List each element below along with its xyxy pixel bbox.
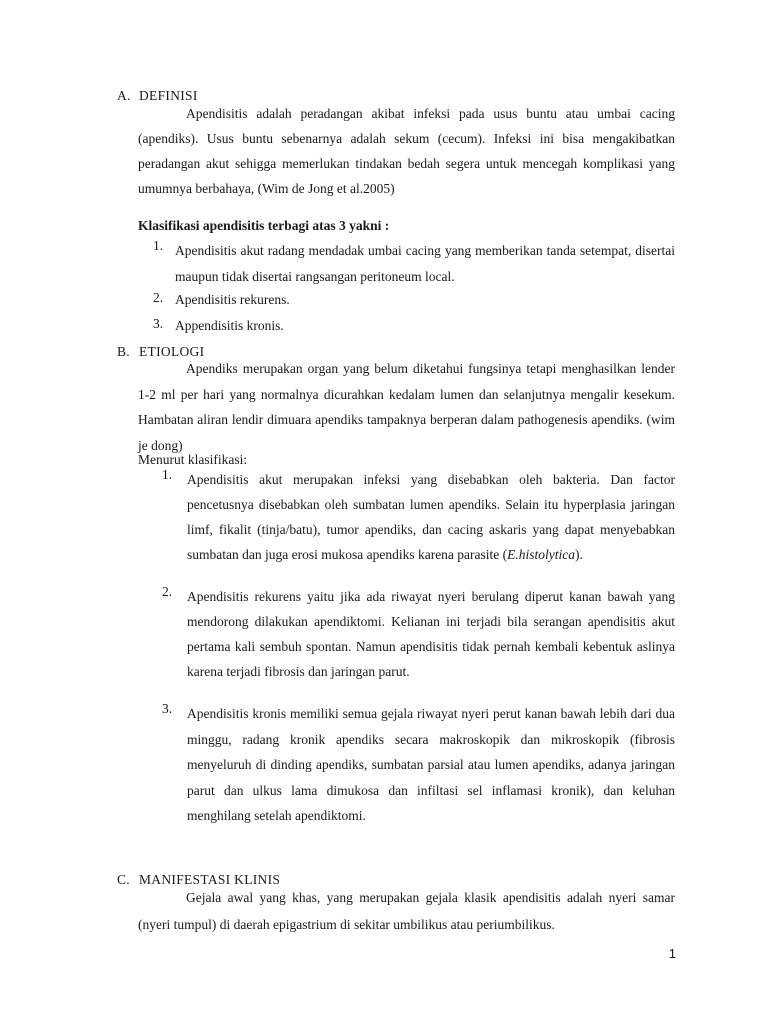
section-b-list-item-3: 3. Apendisitis kronis memiliki semua gejala riwayat nyeri perut kanan bawah lebih dari dua minggu, radang kronik apendiks secara makroskopik dan mikroskopik (fibrosis menyeluruh di dinding apendiks, sumbatan parsial atau lumen apendiks, adanya jaringan parut dan ulkus lama dimukosa dan infiltasi sel inflamasi kronik), dan keluhan menghilang setelah apendiktomi. (162, 701, 675, 823)
section-b-list-item-2: 2. Apendisitis rekurens yaitu jika ada riwayat nyeri berulang diperut kanan bawah yang mendorong dilakukan apendiktomi. Kelianan ini terjadi bila serangan apendisitis akut pertama kali sembuh spontan. Namun apendisitis tidak pernah kembali kebentuk aslinya karena terjadi fibrosis dan jaringan parut. (162, 584, 675, 679)
section-c-paragraph: Gejala awal yang khas, yang merupakan gejala klasik apendisitis adalah nyeri samar (nyeri tumpul) di daerah epigastrium di sekitar umbilikus atau periumbilikus. (138, 890, 675, 932)
section-a-list-item-2: 2. Apendisitis rekurens. (153, 290, 290, 307)
section-c-letter: C. (117, 872, 130, 887)
section-b-letter: B. (117, 344, 130, 359)
section-a-title: DEFINISI (139, 88, 198, 103)
italic-organism-name: E.histolytica (507, 547, 576, 562)
section-a-list-item-3: 3. Appendisitis kronis. (153, 316, 284, 333)
section-a-subheading: Klasifikasi apendisitis terbagi atas 3 yakni : (138, 218, 390, 233)
section-a-paragraph: Apendisitis adalah peradangan akibat infeksi pada usus buntu atau umbai cacing (apendiks). Usus buntu sebenarnya adalah sekum (cecum). Infeksi ini bisa mengakibatkan peradangan akut sehigga memerlukan tindakan bedah segera untuk mencegah komplikasi yang umumnya berbahaya, (Wim de Jong et al.2005) (138, 106, 675, 196)
page-number: 1 (668, 946, 676, 961)
section-b-subheading: Menurut klasifikasi: (138, 452, 248, 467)
section-b-list-item-1: 1. Apendisitis akut merupakan infeksi yang disebabkan oleh bakteria. Dan factor pencetusnya disebabkan oleh sumbatan lumen apendiks. Selain itu hyperplasia jaringan limf, fikalit (tinja/batu), tumor apendiks, dan cacing askaris yang dapat menyebabkan sumbatan dan juga erosi mukosa apendiks karena parasite (E.histolytica). (162, 467, 675, 562)
section-c-title: MANIFESTASI KLINIS (139, 872, 281, 887)
section-a-list-item-1: 1. Apendisitis akut radang mendadak umbai cacing yang memberikan tanda setempat, disertai maupun tidak disertai rangsangan peritoneum local. (153, 238, 675, 284)
section-b-title: ETIOLOGI (139, 344, 205, 359)
section-a-letter: A. (117, 88, 131, 103)
section-b-paragraph: Apendiks merupakan organ yang belum diketahui fungsinya tetapi menghasilkan lender 1-2 ml per hari yang normalnya dicurahkan kedalam lumen dan selanjutnya mengalir kesekum. Hambatan aliran lendir dimuara apendiks tampaknya berperan dalam pathogenesis apendiks. (wim je dong) (138, 361, 675, 453)
